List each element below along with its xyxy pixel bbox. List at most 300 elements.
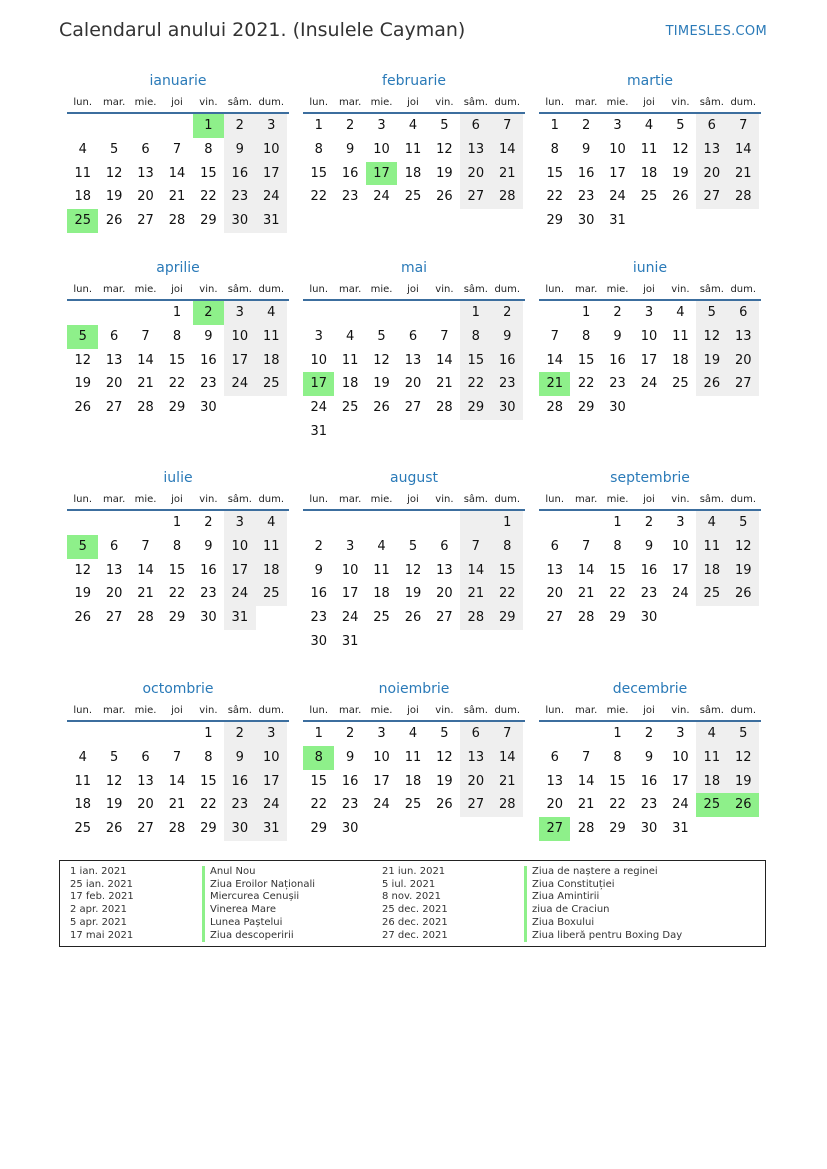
day-cell: 4 xyxy=(408,726,418,741)
day-cell: 13 xyxy=(460,138,491,162)
day-cell: 26 xyxy=(105,213,123,229)
day-cell: 20 xyxy=(404,376,422,392)
day-cell: 29 xyxy=(460,396,491,420)
day-cell: 21 xyxy=(168,797,186,813)
day-cell: 16 xyxy=(609,352,626,368)
day-cell: 5 xyxy=(377,328,386,344)
day-cell: 30 xyxy=(310,633,327,649)
weekday-label: joi xyxy=(643,494,655,505)
day-cell: 8 xyxy=(613,749,622,765)
weekday-label: mie. xyxy=(370,97,393,108)
day-cell: 16 xyxy=(200,562,217,578)
day-cell: 14 xyxy=(168,165,186,181)
day-cell: 17 xyxy=(672,773,689,789)
holiday-day-cell: 2 xyxy=(193,301,224,325)
day-cell: 9 xyxy=(492,325,523,349)
day-cell: 16 xyxy=(640,773,658,789)
day-cell: 3 xyxy=(676,726,685,741)
day-cell: 5 xyxy=(109,141,119,157)
day-cell: 11 xyxy=(341,352,359,368)
weekday-label: mar. xyxy=(103,97,126,108)
weekday-label: sâm. xyxy=(699,97,724,108)
day-cell: 21 xyxy=(577,586,595,602)
day-cell: 16 xyxy=(492,349,523,373)
month-februarie xyxy=(303,72,525,209)
day-cell: 7 xyxy=(141,328,150,344)
day-cell: 21 xyxy=(577,797,595,813)
day-cell: 3 xyxy=(644,305,654,320)
day-cell: 19 xyxy=(728,559,759,583)
day-cell: 11 xyxy=(256,535,287,559)
holiday-day-cell: 26 xyxy=(728,793,759,817)
day-cell: 12 xyxy=(373,352,390,368)
day-cell: 6 xyxy=(408,328,418,344)
day-cell: 19 xyxy=(436,165,453,181)
day-cell: 4 xyxy=(696,511,727,535)
weekday-label: joi xyxy=(643,97,655,108)
day-cell: 7 xyxy=(440,328,449,344)
day-cell: 14 xyxy=(460,559,491,583)
day-cell: 30 xyxy=(200,400,217,416)
day-cell: 26 xyxy=(436,189,453,205)
day-cell: 4 xyxy=(256,511,287,535)
day-cell: 18 xyxy=(640,165,658,181)
day-cell: 19 xyxy=(672,165,689,181)
day-cell: 29 xyxy=(577,400,595,416)
day-cell: 19 xyxy=(696,349,727,373)
day-cell: 14 xyxy=(577,562,595,578)
day-cell: 24 xyxy=(256,793,287,817)
weekday-label: sâm. xyxy=(699,494,724,505)
day-cell: 29 xyxy=(200,213,217,229)
day-cell: 26 xyxy=(373,400,390,416)
day-cell: 22 xyxy=(492,582,523,606)
day-cell: 27 xyxy=(137,821,154,837)
weekday-label: mie. xyxy=(134,97,157,108)
day-cell: 27 xyxy=(105,610,123,626)
day-cell: 13 xyxy=(546,773,563,789)
day-cell: 6 xyxy=(728,301,759,325)
day-cell: 28 xyxy=(436,400,453,416)
day-cell: 28 xyxy=(728,185,759,209)
weekday-label: mar. xyxy=(339,97,362,108)
month-name: septembrie xyxy=(610,470,690,486)
weekday-label: dum. xyxy=(258,97,285,108)
legend-holiday-name: Anul Nou xyxy=(210,866,256,877)
day-cell: 3 xyxy=(224,301,255,325)
day-cell: 6 xyxy=(109,538,119,554)
legend-holiday-name: Miercurea Cenușii xyxy=(210,891,300,903)
day-cell: 8 xyxy=(550,141,559,157)
legend-date: 17 feb. 2021 xyxy=(70,891,134,903)
legend-holiday-name: Ziua descoperirii xyxy=(210,929,294,941)
weekday-label: mie. xyxy=(606,284,629,295)
day-cell: 12 xyxy=(436,141,453,157)
day-cell: 22 xyxy=(577,376,595,392)
day-cell: 15 xyxy=(200,773,217,789)
day-cell: 7 xyxy=(728,114,759,138)
weekday-label: dum. xyxy=(730,97,757,108)
day-cell: 5 xyxy=(440,118,449,133)
day-cell: 12 xyxy=(436,749,453,765)
day-cell: 1 xyxy=(314,726,323,741)
day-cell: 18 xyxy=(74,797,91,813)
legend-holiday-name: Ziua liberă pentru Boxing Day xyxy=(532,929,683,941)
day-cell: 21 xyxy=(492,770,523,794)
weekday-label: mar. xyxy=(339,494,362,505)
day-cell: 16 xyxy=(224,770,255,794)
weekday-label: mie. xyxy=(606,494,629,505)
empty-cell xyxy=(539,722,570,746)
day-cell: 20 xyxy=(546,586,563,602)
day-cell: 22 xyxy=(200,189,217,205)
empty-cell xyxy=(130,511,161,535)
weekday-header xyxy=(303,702,525,720)
day-cell: 17 xyxy=(256,770,287,794)
day-cell: 5 xyxy=(696,301,727,325)
day-grid xyxy=(303,511,525,654)
month-name: martie xyxy=(627,73,673,89)
legend-right-names xyxy=(532,866,682,942)
empty-cell xyxy=(67,722,98,746)
day-cell: 22 xyxy=(609,586,626,602)
weekday-label: vin. xyxy=(435,284,454,295)
legend-holiday-name: Vinerea Mare xyxy=(210,904,277,916)
day-cell: 30 xyxy=(224,209,255,233)
day-cell: 20 xyxy=(460,162,491,186)
day-cell: 7 xyxy=(492,722,523,746)
empty-cell xyxy=(161,114,192,138)
weekday-label: sâm. xyxy=(463,705,488,716)
day-grid xyxy=(303,722,525,841)
holiday-day-cell: 5 xyxy=(67,535,98,559)
empty-cell xyxy=(303,301,334,325)
day-cell: 2 xyxy=(492,301,523,325)
day-cell: 24 xyxy=(341,610,359,626)
day-cell: 10 xyxy=(256,746,287,770)
day-cell: 26 xyxy=(696,372,727,396)
month-name: decembrie xyxy=(612,681,688,697)
day-cell: 8 xyxy=(492,535,523,559)
weekday-label: dum. xyxy=(494,705,521,716)
day-cell: 4 xyxy=(256,301,287,325)
month-name: iunie xyxy=(632,260,668,276)
day-cell: 4 xyxy=(696,722,727,746)
day-cell: 20 xyxy=(728,349,759,373)
weekday-label: lun. xyxy=(545,97,565,108)
weekday-label: sâm. xyxy=(227,494,252,505)
month-name: mai xyxy=(400,260,428,276)
day-cell: 6 xyxy=(550,749,559,765)
day-cell: 21 xyxy=(492,162,523,186)
day-cell: 14 xyxy=(492,746,523,770)
day-cell: 2 xyxy=(644,515,654,530)
day-cell: 1 xyxy=(550,118,559,133)
day-cell: 22 xyxy=(609,797,626,813)
day-cell: 26 xyxy=(728,582,759,606)
day-grid xyxy=(303,114,525,209)
day-cell: 25 xyxy=(256,372,287,396)
weekday-header xyxy=(67,281,289,299)
weekday-label: lun. xyxy=(73,494,93,505)
day-cell: 29 xyxy=(546,213,563,229)
day-cell: 22 xyxy=(168,586,186,602)
day-cell: 3 xyxy=(256,722,287,746)
day-grid xyxy=(539,511,761,630)
day-cell: 13 xyxy=(105,562,123,578)
day-cell: 4 xyxy=(78,749,87,765)
day-cell: 25 xyxy=(341,400,359,416)
day-cell: 28 xyxy=(168,213,186,229)
day-cell: 11 xyxy=(74,165,91,181)
legend-date: 26 dec. 2021 xyxy=(382,916,448,928)
day-cell: 19 xyxy=(105,189,123,205)
month-name: ianuarie xyxy=(149,73,207,89)
day-cell: 8 xyxy=(172,538,182,554)
day-cell: 8 xyxy=(204,749,213,765)
empty-cell xyxy=(67,301,98,325)
legend-holiday-name: Ziua Amintirii xyxy=(532,891,600,903)
day-cell: 2 xyxy=(581,118,591,133)
day-cell: 26 xyxy=(672,189,689,205)
day-cell: 11 xyxy=(404,749,422,765)
day-cell: 30 xyxy=(640,821,658,837)
day-cell: 19 xyxy=(728,770,759,794)
month-name: octombrie xyxy=(142,681,214,697)
day-cell: 11 xyxy=(640,141,658,157)
weekday-label: vin. xyxy=(671,284,690,295)
day-cell: 17 xyxy=(341,586,359,602)
day-cell: 2 xyxy=(613,305,622,320)
day-cell: 16 xyxy=(310,586,327,602)
day-cell: 12 xyxy=(74,562,91,578)
day-cell: 3 xyxy=(224,511,255,535)
day-cell: 23 xyxy=(640,797,658,813)
weekday-header xyxy=(539,281,761,299)
weekday-label: vin. xyxy=(199,97,218,108)
weekday-label: vin. xyxy=(199,284,218,295)
month-noiembrie xyxy=(303,680,525,841)
legend-date: 17 mai 2021 xyxy=(70,929,134,941)
weekday-label: vin. xyxy=(435,97,454,108)
day-cell: 24 xyxy=(640,376,658,392)
day-cell: 24 xyxy=(672,586,689,602)
day-cell: 19 xyxy=(74,376,91,392)
day-cell: 24 xyxy=(256,185,287,209)
day-cell: 10 xyxy=(640,328,658,344)
holiday-day-cell: 8 xyxy=(303,746,334,770)
day-cell: 3 xyxy=(377,726,386,741)
day-cell: 17 xyxy=(640,352,658,368)
day-grid xyxy=(539,114,761,233)
weekday-label: mie. xyxy=(134,494,157,505)
day-cell: 18 xyxy=(256,559,287,583)
legend-holiday-name: Ziua de naștere a reginei xyxy=(532,866,658,877)
empty-cell xyxy=(98,722,129,746)
legend-holiday-name: Ziua Boxului xyxy=(532,916,595,928)
day-cell: 12 xyxy=(696,325,727,349)
day-cell: 22 xyxy=(168,376,186,392)
day-cell: 13 xyxy=(137,773,154,789)
month-octombrie xyxy=(67,680,289,841)
weekday-label: joi xyxy=(171,97,183,108)
day-cell: 18 xyxy=(672,352,689,368)
day-cell: 23 xyxy=(577,189,595,205)
month-decembrie xyxy=(539,680,761,841)
day-cell: 13 xyxy=(404,352,422,368)
legend-left-dates xyxy=(70,866,134,942)
day-cell: 14 xyxy=(577,773,595,789)
day-cell: 3 xyxy=(256,114,287,138)
weekday-header xyxy=(539,702,761,720)
weekday-label: dum. xyxy=(494,494,521,505)
day-cell: 18 xyxy=(404,773,422,789)
weekday-label: sâm. xyxy=(463,494,488,505)
day-cell: 15 xyxy=(492,559,523,583)
day-cell: 5 xyxy=(440,726,449,741)
empty-cell xyxy=(67,511,98,535)
legend-color-bar xyxy=(524,866,527,942)
weekday-label: mie. xyxy=(134,284,157,295)
day-cell: 11 xyxy=(696,746,727,770)
weekday-label: mar. xyxy=(103,284,126,295)
legend-date: 25 ian. 2021 xyxy=(70,878,133,890)
day-cell: 16 xyxy=(577,165,595,181)
empty-cell xyxy=(539,301,570,325)
day-cell: 10 xyxy=(672,538,689,554)
day-cell: 21 xyxy=(436,376,453,392)
day-cell: 1 xyxy=(613,726,622,741)
day-cell: 9 xyxy=(644,538,654,554)
day-cell: 10 xyxy=(224,325,255,349)
legend-holiday-name: Lunea Paștelui xyxy=(210,916,283,928)
weekday-label: sâm. xyxy=(463,284,488,295)
day-cell: 17 xyxy=(609,165,626,181)
day-cell: 12 xyxy=(728,535,759,559)
weekday-label: mie. xyxy=(134,705,157,716)
day-cell: 8 xyxy=(581,328,591,344)
day-cell: 20 xyxy=(137,797,154,813)
day-cell: 18 xyxy=(696,559,727,583)
brand-link[interactable]: TIMESLES.COM xyxy=(665,24,767,39)
month-name: noiembrie xyxy=(378,681,450,697)
weekday-label: joi xyxy=(643,705,655,716)
day-cell: 6 xyxy=(696,114,727,138)
month-name: august xyxy=(390,470,438,486)
day-cell: 14 xyxy=(137,562,154,578)
holiday-day-cell: 25 xyxy=(696,793,727,817)
day-cell: 27 xyxy=(728,372,759,396)
weekday-label: mie. xyxy=(606,705,629,716)
day-cell: 26 xyxy=(74,400,91,416)
weekday-label: sâm. xyxy=(699,705,724,716)
empty-cell xyxy=(67,114,98,138)
day-cell: 31 xyxy=(672,821,689,837)
day-cell: 6 xyxy=(440,538,449,554)
legend-color-bar xyxy=(202,866,205,942)
holiday-legend xyxy=(59,860,766,947)
legend-holiday-name: ziua de Craciun xyxy=(532,904,610,916)
day-cell: 7 xyxy=(172,749,182,765)
legend-date: 25 dec. 2021 xyxy=(382,904,448,916)
day-cell: 16 xyxy=(640,562,658,578)
day-cell: 30 xyxy=(341,821,359,837)
day-cell: 25 xyxy=(256,582,287,606)
day-cell: 27 xyxy=(546,610,563,626)
weekday-label: mar. xyxy=(575,284,598,295)
day-cell: 1 xyxy=(613,515,622,530)
day-cell: 27 xyxy=(460,185,491,209)
day-cell: 1 xyxy=(492,511,523,535)
day-cell: 11 xyxy=(74,773,91,789)
day-cell: 9 xyxy=(581,141,591,157)
day-cell: 27 xyxy=(696,185,727,209)
day-cell: 10 xyxy=(373,141,390,157)
weekday-label: sâm. xyxy=(227,284,252,295)
day-cell: 17 xyxy=(672,562,689,578)
weekday-label: lun. xyxy=(309,284,329,295)
day-cell: 29 xyxy=(609,821,626,837)
day-cell: 24 xyxy=(373,189,390,205)
weekday-header xyxy=(67,491,289,509)
day-cell: 25 xyxy=(672,376,689,392)
weekday-label: dum. xyxy=(730,494,757,505)
day-cell: 8 xyxy=(314,141,323,157)
day-cell: 15 xyxy=(168,352,186,368)
day-cell: 31 xyxy=(341,633,359,649)
weekday-label: dum. xyxy=(258,494,285,505)
weekday-label: mar. xyxy=(339,284,362,295)
day-cell: 9 xyxy=(613,328,622,344)
empty-cell xyxy=(98,511,129,535)
legend-date: 5 iul. 2021 xyxy=(382,878,436,890)
day-cell: 26 xyxy=(74,610,91,626)
day-grid xyxy=(539,722,761,841)
day-cell: 2 xyxy=(345,118,355,133)
day-cell: 5 xyxy=(728,511,759,535)
legend-holiday-name: Ziua Constituției xyxy=(532,878,615,890)
day-cell: 23 xyxy=(224,793,255,817)
day-cell: 20 xyxy=(105,376,123,392)
day-cell: 22 xyxy=(310,189,327,205)
day-cell: 11 xyxy=(373,562,390,578)
holiday-day-cell: 1 xyxy=(193,114,224,138)
day-cell: 6 xyxy=(141,141,150,157)
month-august xyxy=(303,469,525,654)
day-cell: 22 xyxy=(200,797,217,813)
weekday-label: joi xyxy=(171,494,183,505)
weekday-label: vin. xyxy=(199,705,218,716)
day-cell: 29 xyxy=(168,610,186,626)
day-cell: 27 xyxy=(404,400,422,416)
month-iulie xyxy=(67,469,289,630)
day-cell: 6 xyxy=(550,538,559,554)
day-cell: 15 xyxy=(168,562,186,578)
day-cell: 9 xyxy=(204,538,213,554)
day-cell: 23 xyxy=(310,610,327,626)
weekday-label: joi xyxy=(407,97,419,108)
empty-cell xyxy=(397,301,428,325)
day-cell: 3 xyxy=(345,538,355,554)
legend-date: 27 dec. 2021 xyxy=(382,929,448,941)
day-cell: 23 xyxy=(224,185,255,209)
legend-right-dates xyxy=(382,866,448,942)
weekday-header xyxy=(67,702,289,720)
empty-cell xyxy=(130,301,161,325)
day-cell: 25 xyxy=(373,610,390,626)
weekday-label: joi xyxy=(407,705,419,716)
day-cell: 20 xyxy=(436,586,453,602)
